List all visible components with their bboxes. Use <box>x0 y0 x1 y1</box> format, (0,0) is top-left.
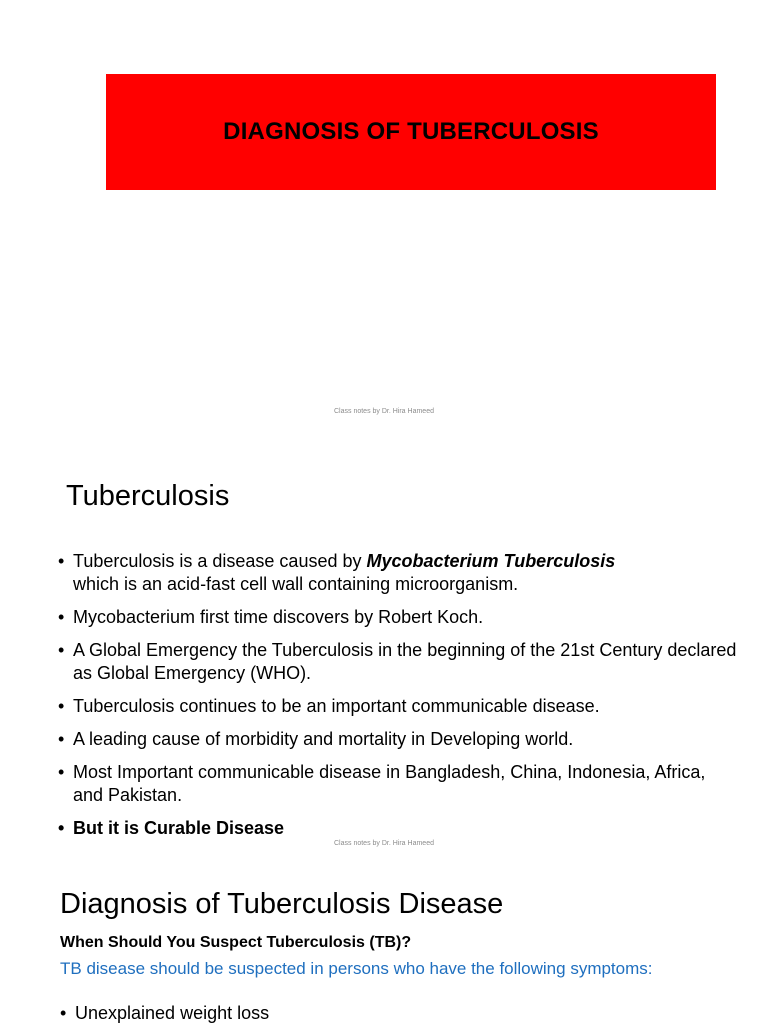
bullet-item <box>58 761 738 807</box>
bullet-item <box>58 728 738 751</box>
bullet-text: Unexplained weight loss <box>75 1003 270 1023</box>
bullet-icon: • <box>60 1003 67 1023</box>
slide-subheading: When Should You Suspect Tuberculosis (TB)? <box>60 934 412 951</box>
bullet-text-continued: which is an acid-fast cell wall containing microorganism. <box>73 574 519 594</box>
bullet-icon: • <box>58 762 65 782</box>
bullet-item <box>58 639 738 685</box>
bullet-item-emphasis <box>58 817 738 840</box>
slide-title: DIAGNOSIS OF TUBERCULOSIS <box>223 118 599 145</box>
bullet-item <box>58 606 738 629</box>
bullet-icon: • <box>58 607 65 627</box>
bullet-item <box>60 1002 740 1024</box>
bullet-icon: • <box>58 818 65 838</box>
bullet-text: Tuberculosis is a disease caused by <box>73 551 367 571</box>
slide-heading: Diagnosis of Tuberculosis Disease <box>60 888 504 920</box>
title-banner <box>106 74 716 190</box>
bullet-text: A Global Emergency the Tuberculosis in the beginning of the 21st Century declared as Global Emergency (WHO). <box>73 640 737 683</box>
intro-text: TB disease should be suspected in persons who have the following symptoms: <box>60 959 653 978</box>
slide-1 <box>0 0 768 432</box>
bullet-text: Tuberculosis continues to be an important communicable disease. <box>73 696 600 716</box>
organism-name: Mycobacterium Tuberculosis <box>366 551 616 571</box>
bullet-list <box>58 550 738 850</box>
bullet-list <box>60 1002 740 1024</box>
bullet-text: Most Important communicable disease in Bangladesh, China, Indonesia, Africa, and Pakistan. <box>73 762 706 805</box>
bullet-icon: • <box>58 696 65 716</box>
bullet-item <box>58 695 738 718</box>
slide-footer: Class notes by Dr. Hira Hameed <box>334 840 434 847</box>
slide-heading: Tuberculosis <box>66 480 230 512</box>
bullet-icon: • <box>58 551 65 571</box>
bullet-icon: • <box>58 729 65 749</box>
bullet-text: But it is Curable Disease <box>73 818 285 838</box>
bullet-icon: • <box>58 640 65 660</box>
bullet-text: A leading cause of morbidity and mortality in Developing world. <box>73 729 574 749</box>
slide-3 <box>0 864 768 1024</box>
slide-footer: Class notes by Dr. Hira Hameed <box>334 408 434 415</box>
bullet-text: Mycobacterium first time discovers by Robert Koch. <box>73 607 484 627</box>
slide-2 <box>0 432 768 864</box>
bullet-item <box>58 550 738 596</box>
